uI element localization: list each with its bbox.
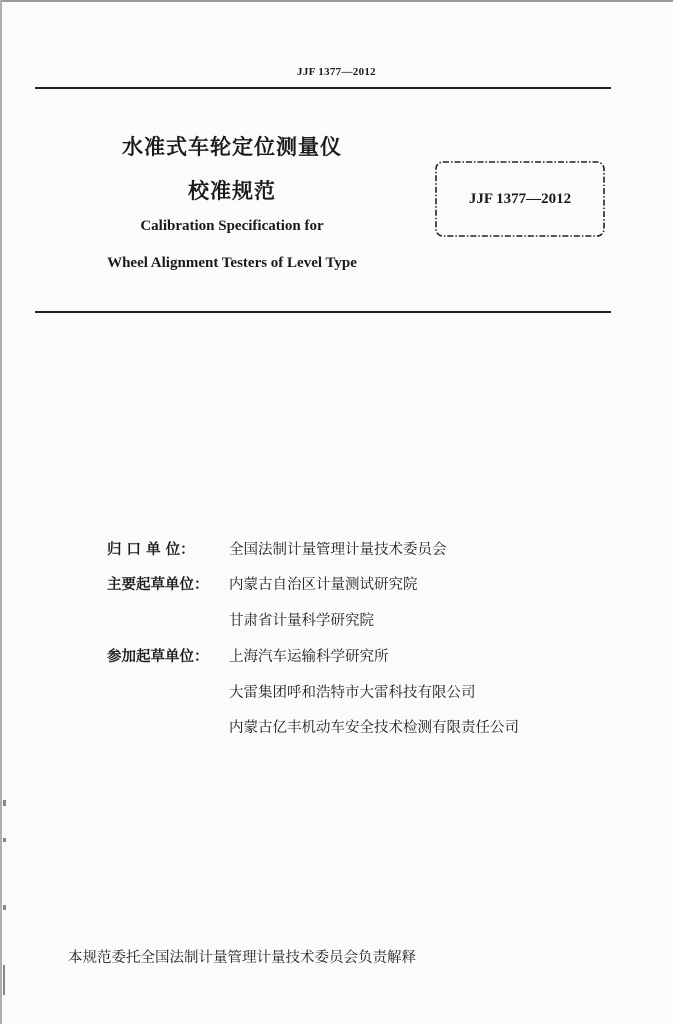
main-drafting-value-1: 内蒙古自治区计量测试研究院 [229, 577, 418, 593]
scan-artifact [3, 905, 6, 910]
main-drafting-value-2: 甘肃省计量科学研究院 [229, 613, 374, 629]
title-chinese-line2: 校准规范 [188, 179, 276, 203]
scan-artifact [3, 800, 6, 806]
page-left-edge [0, 0, 2, 1024]
title-chinese-line1: 水准式车轮定位测量仪 [122, 135, 342, 159]
participating-label: 参加起草单位： [107, 649, 209, 665]
top-rule [35, 87, 611, 89]
responsible-org-value: 全国法制计量管理计量技术委员会 [229, 542, 447, 558]
standard-code-text: JJF 1377—2012 [468, 191, 572, 207]
title-english-line1: Calibration Specification for [140, 218, 324, 234]
responsible-org-label: 归 口 单 位： [107, 542, 195, 558]
participating-value-2: 大雷集团呼和浩特市大雷科技有限公司 [229, 685, 476, 701]
title-english-line2: Wheel Alignment Testers of Level Type [107, 255, 357, 271]
participating-value-3: 内蒙古亿丰机动车安全技术检测有限责任公司 [229, 720, 519, 736]
footer-interpretation-note: 本规范委托全国法制计量管理计量技术委员会负责解释 [68, 950, 416, 966]
main-drafting-label: 主要起草单位： [107, 577, 209, 593]
scan-artifact [3, 838, 6, 842]
standard-code-box [433, 159, 607, 239]
scan-artifact [3, 965, 5, 995]
header-standard-code: JJF 1377—2012 [297, 66, 376, 78]
bottom-rule [35, 311, 611, 313]
participating-value-1: 上海汽车运输科学研究所 [229, 649, 389, 665]
page-top-edge [0, 0, 673, 2]
